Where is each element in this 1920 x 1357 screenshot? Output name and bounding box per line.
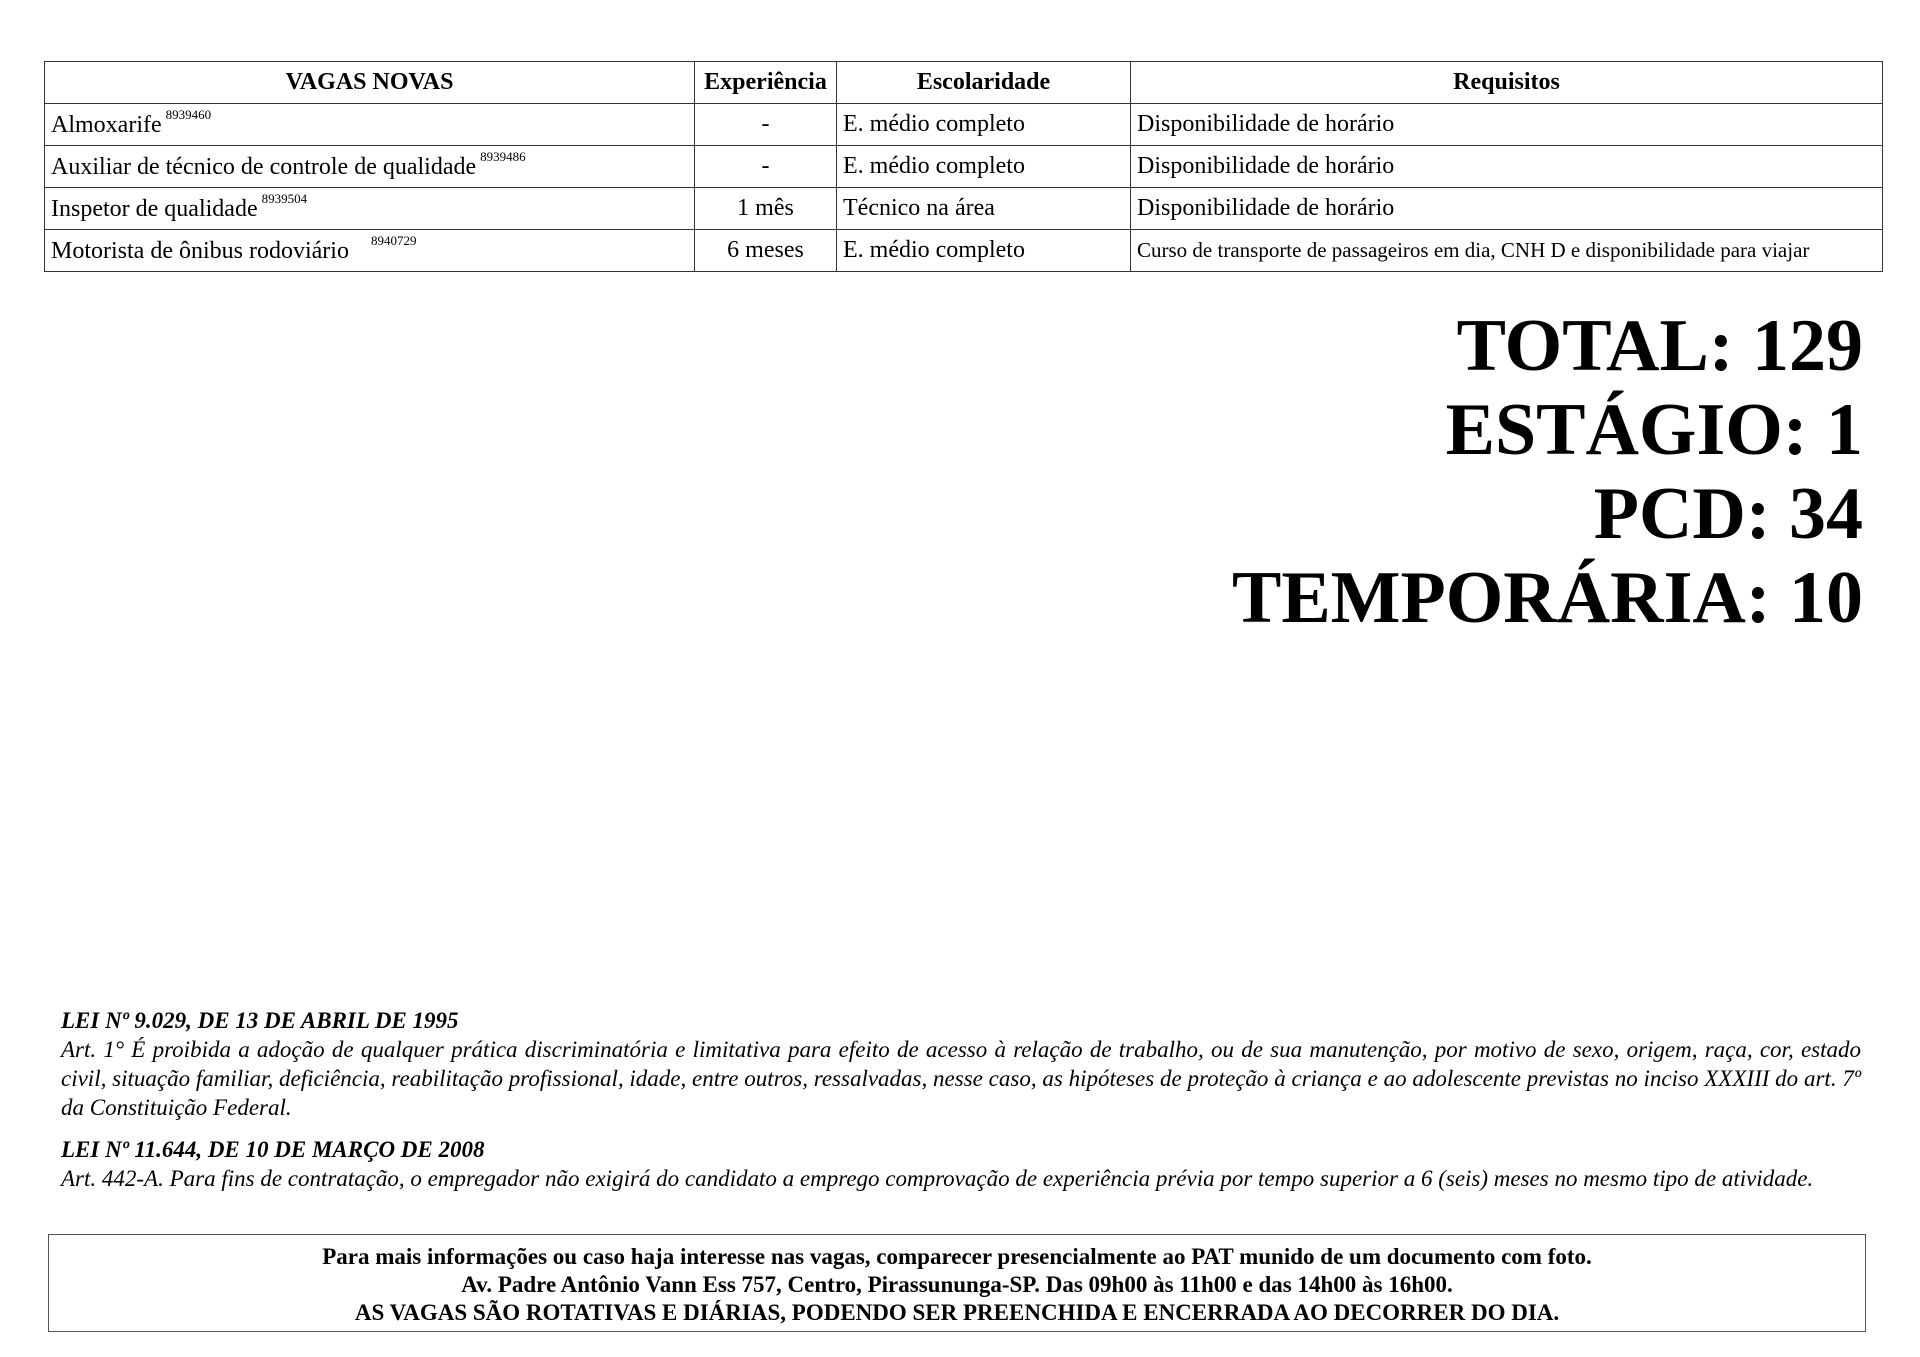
table-row xyxy=(45,188,1883,230)
experience-cell: 6 meses xyxy=(695,230,837,272)
requirements-cell: Disponibilidade de horário xyxy=(1131,104,1883,146)
totals-summary xyxy=(1232,304,1863,640)
job-title: Motorista de ônibus rodoviário xyxy=(51,237,349,264)
job-openings-table xyxy=(44,61,1883,272)
job-title-cell xyxy=(45,104,695,146)
info-line: Para mais informações ou caso haja interesse nas vagas, comparecer presencialmente ao PAT munido de um documento com foto. xyxy=(322,1244,1592,1269)
header-escolaridade: Escolaridade xyxy=(837,62,1131,104)
header-requisitos: Requisitos xyxy=(1131,62,1883,104)
job-code: 8940729 xyxy=(370,232,417,248)
address-line: Av. Padre Antônio Vann Ess 757, Centro, Pirassununga-SP. Das 09h00 às 11h00 e das 14h00 às 16h00. xyxy=(461,1272,1453,1297)
education-cell: E. médio completo xyxy=(837,104,1131,146)
job-code: 8939504 xyxy=(261,190,308,206)
header-experiencia: Experiência xyxy=(695,62,837,104)
temporaria-count: TEMPORÁRIA: 10 xyxy=(1231,557,1863,639)
job-title-cell xyxy=(45,188,695,230)
table-row xyxy=(45,230,1883,272)
job-title: Inspetor de qualidade xyxy=(51,195,258,222)
law-section xyxy=(61,1006,1861,1122)
law-section xyxy=(61,1135,1861,1193)
job-title-cell xyxy=(45,146,695,188)
job-code: 8939460 xyxy=(165,106,212,122)
job-title-cell xyxy=(45,230,695,272)
estagio-count: ESTÁGIO: 1 xyxy=(1445,389,1863,471)
experience-cell: - xyxy=(695,104,837,146)
education-cell: E. médio completo xyxy=(837,146,1131,188)
total-count: TOTAL: 129 xyxy=(1456,305,1863,387)
job-code: 8939486 xyxy=(480,148,526,164)
info-box xyxy=(48,1234,1866,1332)
experience-cell: 1 mês xyxy=(695,188,837,230)
law-text: Art. 442-A. Para fins de contratação, o empregador não exigirá do candidato a emprego comprovação de experiência prévia por tempo superior a 6 (seis) meses no mesmo tipo de atividade. xyxy=(61,1166,1814,1191)
job-title: Almoxarife xyxy=(51,111,162,138)
law-text: Art. 1° É proibida a adoção de qualquer prática discriminatória e limitativa para efeito de acesso à relação de trabalho, ou de sua manutenção, por motivo de sexo, origem, raça, cor, estado civil, situação familiar, deficiência, reabilitação profissional, idade, entre outros, ressalvadas, nesse caso, as hipóteses de proteção à criança e ao adolescente previstas no inciso XXXIII do art. 7º da Constituição Federal. xyxy=(61,1037,1861,1120)
law-title: LEI Nº 11.644, DE 10 DE MARÇO DE 2008 xyxy=(61,1137,485,1162)
notice-line: AS VAGAS SÃO ROTATIVAS E DIÁRIAS, PODENDO SER PREENCHIDA E ENCERRADA AO DECORRER DO DIA. xyxy=(354,1300,1560,1325)
law-title: LEI Nº 9.029, DE 13 DE ABRIL DE 1995 xyxy=(61,1008,459,1033)
pcd-count: PCD: 34 xyxy=(1593,473,1863,555)
job-title: Auxiliar de técnico de controle de qualidade xyxy=(51,153,477,180)
requirements-cell: Disponibilidade de horário xyxy=(1131,146,1883,188)
education-cell: E. médio completo xyxy=(837,230,1131,272)
table-row xyxy=(45,104,1883,146)
requirements-cell: Curso de transporte de passageiros em dia, CNH D e disponibilidade para viajar xyxy=(1131,230,1883,272)
table-row xyxy=(45,146,1883,188)
experience-cell: - xyxy=(695,146,837,188)
header-vagas-novas: VAGAS NOVAS xyxy=(45,62,695,104)
education-cell: Técnico na área xyxy=(837,188,1131,230)
requirements-cell: Disponibilidade de horário xyxy=(1131,188,1883,230)
table-header-row xyxy=(45,62,1883,104)
